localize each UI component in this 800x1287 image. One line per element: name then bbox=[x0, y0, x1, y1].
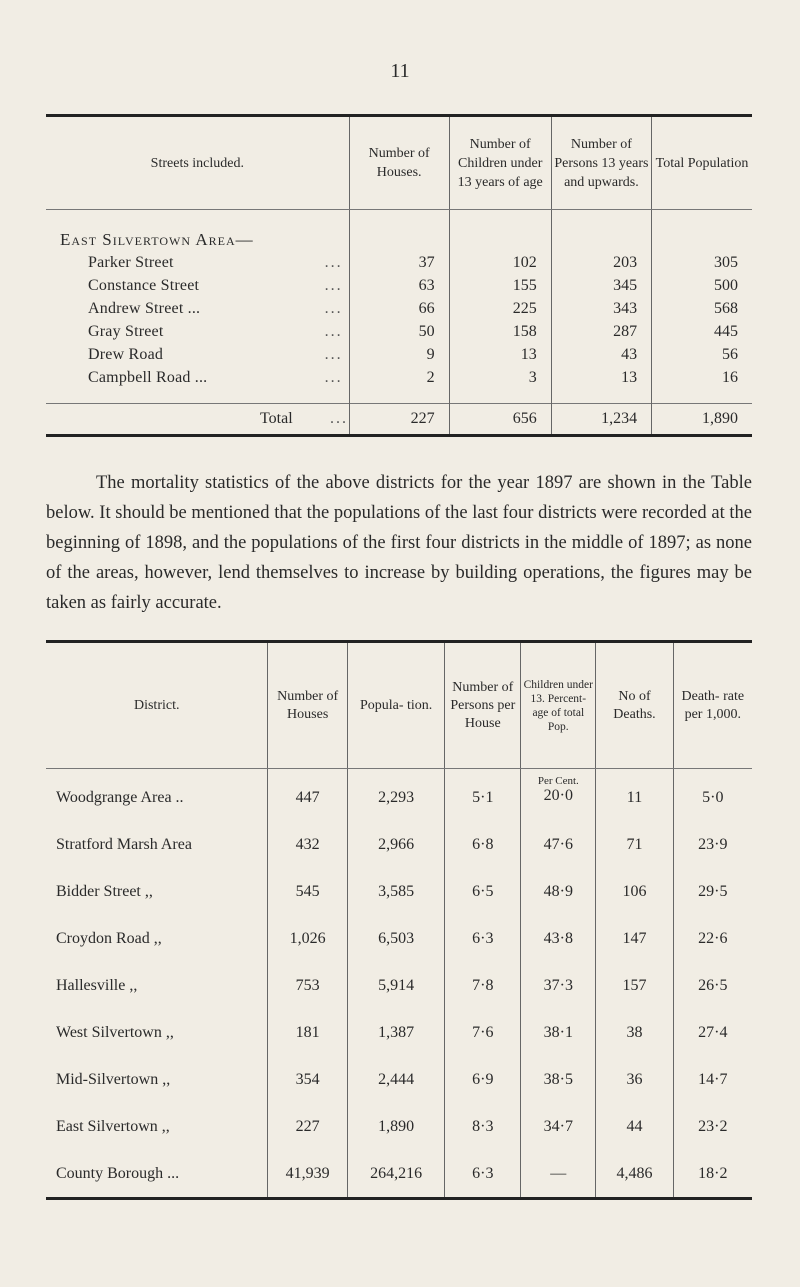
death-rate-cell: 27·4 bbox=[673, 1009, 752, 1056]
district-cell: Hallesville ,, bbox=[56, 976, 138, 994]
empty-cell bbox=[652, 210, 752, 252]
deaths-cell: 106 bbox=[596, 868, 673, 915]
persons-cell: 345 bbox=[551, 274, 651, 297]
children-cell: 225 bbox=[449, 297, 551, 320]
empty-cell bbox=[449, 389, 551, 404]
persons-cell: 13 bbox=[551, 366, 651, 389]
houses-cell: 50 bbox=[349, 320, 449, 343]
persons-per-house-cell: 6·9 bbox=[445, 1056, 521, 1103]
children-percentage-cell: 48·9 bbox=[521, 868, 596, 915]
population-cell: 1,890 bbox=[347, 1103, 445, 1150]
death-rate-cell: 5·0 bbox=[673, 769, 752, 822]
population-cell: 264,216 bbox=[347, 1150, 445, 1199]
district-cell: Bidder Street ,, bbox=[56, 882, 153, 900]
population-cell: 6,503 bbox=[347, 915, 445, 962]
table-row bbox=[46, 769, 752, 822]
death-rate-cell: 18·2 bbox=[673, 1150, 752, 1199]
total-label: Total bbox=[260, 410, 293, 427]
empty-cell bbox=[551, 389, 651, 404]
children-cell: 3 bbox=[449, 366, 551, 389]
persons-cell: 287 bbox=[551, 320, 651, 343]
deaths-cell: 38 bbox=[596, 1009, 673, 1056]
header-children-percentage: Children under 13. Percent- age of total Pop. bbox=[521, 642, 596, 769]
district-cell: Croydon Road ,, bbox=[56, 929, 162, 947]
children-percentage-cell: 47·6 bbox=[521, 821, 596, 868]
deaths-cell: 36 bbox=[596, 1056, 673, 1103]
street-cell bbox=[46, 251, 349, 274]
houses-cell: 1,026 bbox=[268, 915, 347, 962]
district-cell: West Silvertown ,, bbox=[56, 1023, 174, 1041]
children-cell: 158 bbox=[449, 320, 551, 343]
district-cell: Stratford Marsh Area bbox=[56, 835, 192, 853]
population-cell: 500 bbox=[652, 274, 752, 297]
street-name: Drew Road bbox=[88, 345, 164, 363]
table-row bbox=[46, 366, 752, 389]
street-name: Constance Street bbox=[88, 276, 200, 294]
deaths-cell: 4,486 bbox=[596, 1150, 673, 1199]
persons-per-house-cell: 6·3 bbox=[445, 1150, 521, 1199]
leader-dots: ... bbox=[324, 253, 343, 271]
leader-dots: ... bbox=[324, 299, 343, 317]
empty-cell bbox=[349, 210, 449, 252]
population-cell: 1,387 bbox=[347, 1009, 445, 1056]
children-percentage-cell: 37·3 bbox=[521, 962, 596, 1009]
children-percentage-cell: 38·5 bbox=[521, 1056, 596, 1103]
total-persons: 1,234 bbox=[551, 404, 651, 436]
children-cell: 13 bbox=[449, 343, 551, 366]
table-row bbox=[46, 274, 752, 297]
header-deaths: No of Deaths. bbox=[596, 642, 673, 769]
leader-dots: ... bbox=[330, 410, 348, 427]
children-percentage-cell: 43·8 bbox=[521, 915, 596, 962]
empty-cell bbox=[349, 389, 449, 404]
houses-cell: 545 bbox=[268, 868, 347, 915]
deaths-cell: 44 bbox=[596, 1103, 673, 1150]
table-row bbox=[46, 1009, 752, 1056]
population-cell: 3,585 bbox=[347, 868, 445, 915]
spacer-row bbox=[46, 389, 752, 404]
population-cell: 2,444 bbox=[347, 1056, 445, 1103]
population-cell: 305 bbox=[652, 251, 752, 274]
total-houses: 227 bbox=[349, 404, 449, 436]
table-row bbox=[46, 320, 752, 343]
per-cent-note: Per Cent. bbox=[537, 775, 579, 787]
death-rate-cell: 23·9 bbox=[673, 821, 752, 868]
district-cell: County Borough ... bbox=[56, 1164, 180, 1182]
death-rate-cell: 23·2 bbox=[673, 1103, 752, 1150]
persons-cell: 43 bbox=[551, 343, 651, 366]
street-name: Gray Street bbox=[88, 322, 164, 340]
mortality-table bbox=[46, 640, 752, 1200]
persons-per-house-cell: 7·6 bbox=[445, 1009, 521, 1056]
death-rate-cell: 29·5 bbox=[673, 868, 752, 915]
header-population: Total Population bbox=[652, 116, 752, 210]
empty-cell bbox=[46, 389, 349, 404]
table-row bbox=[46, 868, 752, 915]
population-cell: 5,914 bbox=[347, 962, 445, 1009]
header-death-rate: Death- rate per 1,000. bbox=[673, 642, 752, 769]
children-percentage-value: 20·0 bbox=[543, 787, 573, 804]
mortality-paragraph: The mortality statistics of the above districts for the year 1897 are shown in the Table below. It should be mentioned that the populations of the last four districts were recorded at the beginning of 1898, and the populations of the first four districts in the middle of 1897; as none of the areas, however, lend themselves to increase by building operations, the figures may be taken as fairly accurate. bbox=[46, 473, 752, 613]
death-rate-cell: 26·5 bbox=[673, 962, 752, 1009]
street-cell bbox=[46, 343, 349, 366]
district-cell: Mid-Silvertown ,, bbox=[56, 1070, 171, 1088]
leader-dots: ... bbox=[324, 276, 343, 294]
children-percentage-cell: 34·7 bbox=[521, 1103, 596, 1150]
population-cell: 56 bbox=[652, 343, 752, 366]
table-row bbox=[46, 343, 752, 366]
street-name: Andrew Street ... bbox=[88, 299, 201, 317]
children-cell: 155 bbox=[449, 274, 551, 297]
leader-dots: ... bbox=[324, 368, 343, 386]
houses-cell: 9 bbox=[349, 343, 449, 366]
table-header-row bbox=[46, 642, 752, 769]
header-persons: Number of Persons 13 years and upwards. bbox=[551, 116, 651, 210]
total-label-cell bbox=[46, 404, 349, 436]
district-cell: Woodgrange Area .. bbox=[56, 788, 184, 806]
area-heading-row bbox=[46, 210, 752, 252]
deaths-cell: 11 bbox=[596, 769, 673, 822]
houses-cell: 66 bbox=[349, 297, 449, 320]
persons-per-house-cell: 7·8 bbox=[445, 962, 521, 1009]
header-population: Popula- tion. bbox=[347, 642, 445, 769]
table-row bbox=[46, 915, 752, 962]
street-name: Campbell Road ... bbox=[88, 368, 208, 386]
houses-cell: 63 bbox=[349, 274, 449, 297]
street-cell bbox=[46, 274, 349, 297]
leader-dots: ... bbox=[324, 345, 343, 363]
header-persons-per-house: Number of Persons per House bbox=[445, 642, 521, 769]
houses-cell: 2 bbox=[349, 366, 449, 389]
deaths-cell: 147 bbox=[596, 915, 673, 962]
header-children: Number of Children under 13 years of age bbox=[449, 116, 551, 210]
houses-cell: 447 bbox=[268, 769, 347, 822]
district-cell: East Silvertown ,, bbox=[56, 1117, 170, 1135]
page-number: 11 bbox=[390, 60, 410, 82]
houses-cell: 432 bbox=[268, 821, 347, 868]
empty-cell bbox=[551, 210, 651, 252]
population-cell: 568 bbox=[652, 297, 752, 320]
children-percentage-cell: 38·1 bbox=[521, 1009, 596, 1056]
death-rate-cell: 22·6 bbox=[673, 915, 752, 962]
houses-cell: 227 bbox=[268, 1103, 347, 1150]
table-row bbox=[46, 251, 752, 274]
persons-cell: 203 bbox=[551, 251, 651, 274]
header-houses: Number of Houses bbox=[268, 642, 347, 769]
persons-per-house-cell: 6·8 bbox=[445, 821, 521, 868]
table-row bbox=[46, 297, 752, 320]
total-children: 656 bbox=[449, 404, 551, 436]
table-row bbox=[46, 1056, 752, 1103]
children-cell: 102 bbox=[449, 251, 551, 274]
population-cell: 2,966 bbox=[347, 821, 445, 868]
empty-cell bbox=[449, 210, 551, 252]
houses-cell: 41,939 bbox=[268, 1150, 347, 1199]
persons-per-house-cell: 6·3 bbox=[445, 915, 521, 962]
header-district: District. bbox=[46, 642, 268, 769]
leader-dots: ... bbox=[324, 322, 343, 340]
persons-per-house-cell: 8·3 bbox=[445, 1103, 521, 1150]
table-row bbox=[46, 962, 752, 1009]
houses-cell: 753 bbox=[268, 962, 347, 1009]
total-population: 1,890 bbox=[652, 404, 752, 436]
area-heading: East Silvertown Area— bbox=[60, 229, 254, 249]
table-row bbox=[46, 821, 752, 868]
population-cell: 16 bbox=[652, 366, 752, 389]
street-cell bbox=[46, 320, 349, 343]
children-percentage-cell bbox=[521, 769, 596, 822]
population-cell: 445 bbox=[652, 320, 752, 343]
children-percentage-cell: — bbox=[521, 1150, 596, 1199]
streets-table bbox=[46, 114, 752, 437]
houses-cell: 354 bbox=[268, 1056, 347, 1103]
table-row bbox=[46, 1103, 752, 1150]
population-cell: 2,293 bbox=[347, 769, 445, 822]
persons-per-house-cell: 5·1 bbox=[445, 769, 521, 822]
table-header-row bbox=[46, 116, 752, 210]
empty-cell bbox=[652, 389, 752, 404]
houses-cell: 37 bbox=[349, 251, 449, 274]
table-row bbox=[46, 1150, 752, 1199]
persons-cell: 343 bbox=[551, 297, 651, 320]
deaths-cell: 157 bbox=[596, 962, 673, 1009]
street-cell bbox=[46, 297, 349, 320]
total-row bbox=[46, 404, 752, 436]
deaths-cell: 71 bbox=[596, 821, 673, 868]
death-rate-cell: 14·7 bbox=[673, 1056, 752, 1103]
header-houses: Number of Houses. bbox=[349, 116, 449, 210]
street-name: Parker Street bbox=[88, 253, 174, 271]
header-streets: Streets included. bbox=[46, 116, 349, 210]
street-cell bbox=[46, 366, 349, 389]
persons-per-house-cell: 6·5 bbox=[445, 868, 521, 915]
houses-cell: 181 bbox=[268, 1009, 347, 1056]
